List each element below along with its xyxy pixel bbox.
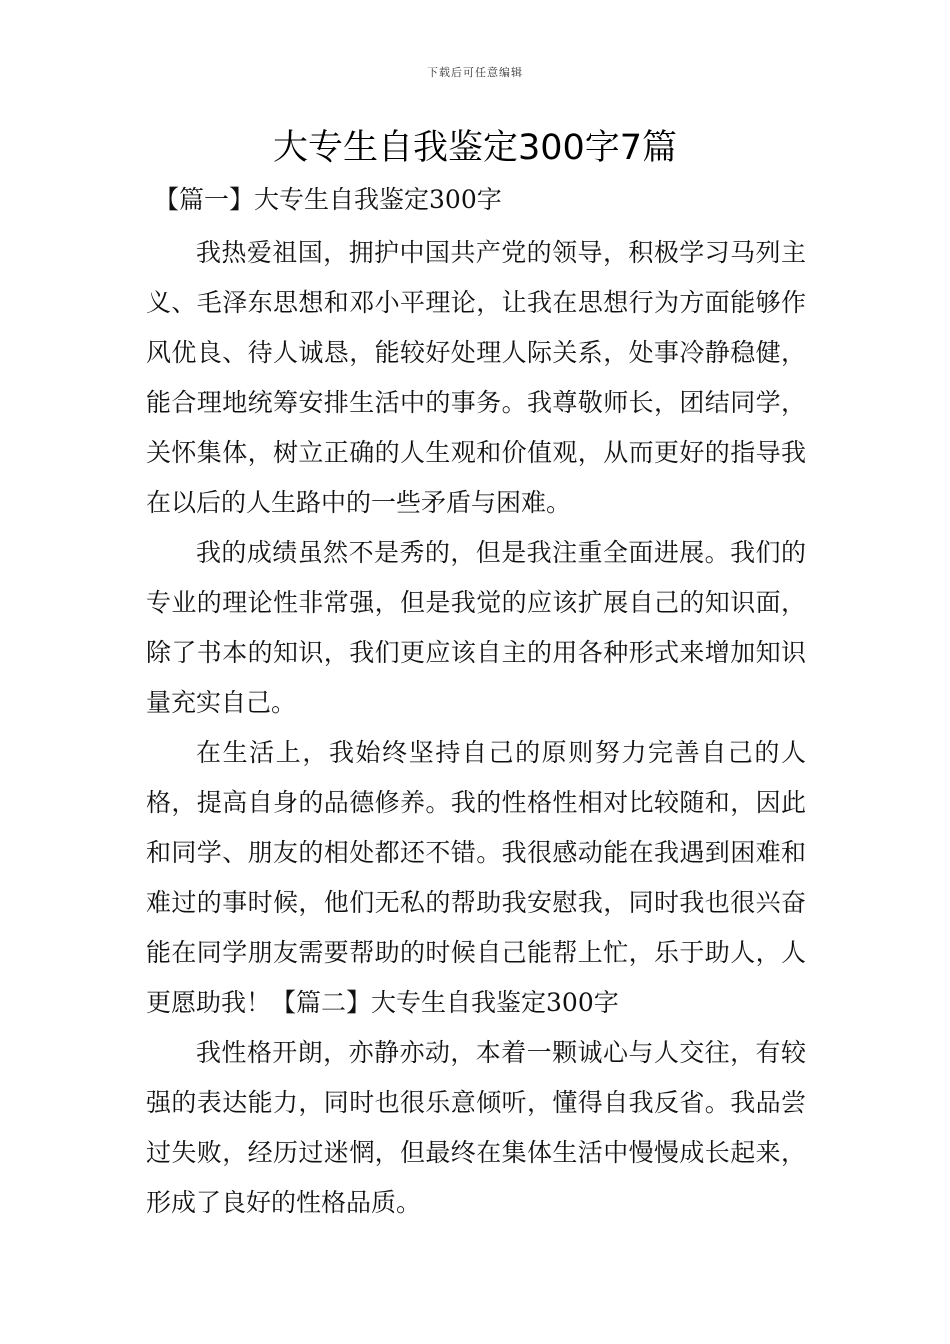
- section-heading-1: 【篇一】大专生自我鉴定300字: [154, 185, 502, 214]
- page-header-note: 下载后可任意编辑: [427, 66, 523, 79]
- paragraph-2: 我的成绩虽然不是秀的，但是我注重全面进展。我们的专业的理论性非常强，但是我觉的应该扩展自己的知识面，除了书本的知识，我们更应该自主的用各种形式来增加知识量充实自己。: [146, 538, 806, 717]
- paragraph-4: 我性格开朗，亦静亦动，本着一颗诚心与人交往，有较强的表达能力，同时也很乐意倾听，懂得自我反省。我品尝过失败，经历过迷惘，但最终在集体生活中慢慢成长起来，形成了良好的性格品质。: [146, 1038, 806, 1217]
- document-title: 大专生自我鉴定300字7篇: [272, 128, 678, 168]
- document-body: [146, 178, 806, 1228]
- paragraph-3: 在生活上，我始终坚持自己的原则努力完善自己的人格，提高自身的品德修养。我的性格性相对比较随和，因此和同学、朋友的相处都还不错。我很感动能在我遇到困难和难过的事时候，他们无私的帮助我安慰我，同时我也很兴奋能在同学朋友需要帮助的时候自己能帮上忙，乐于助人，人更愿助我！【篇二】大专生自我鉴定300字: [146, 738, 806, 1017]
- paragraph-1: 我热爱祖国，拥护中国共产党的领导，积极学习马列主义、毛泽东思想和邓小平理论，让我在思想行为方面能够作风优良、待人诚恳，能较好处理人际关系，处事冷静稳健，能合理地统筹安排生活中的事务。我尊敬师长，团结同学，关怀集体，树立正确的人生观和价值观，从而更好的指导我在以后的人生路中的一些矛盾与困难。: [146, 238, 806, 517]
